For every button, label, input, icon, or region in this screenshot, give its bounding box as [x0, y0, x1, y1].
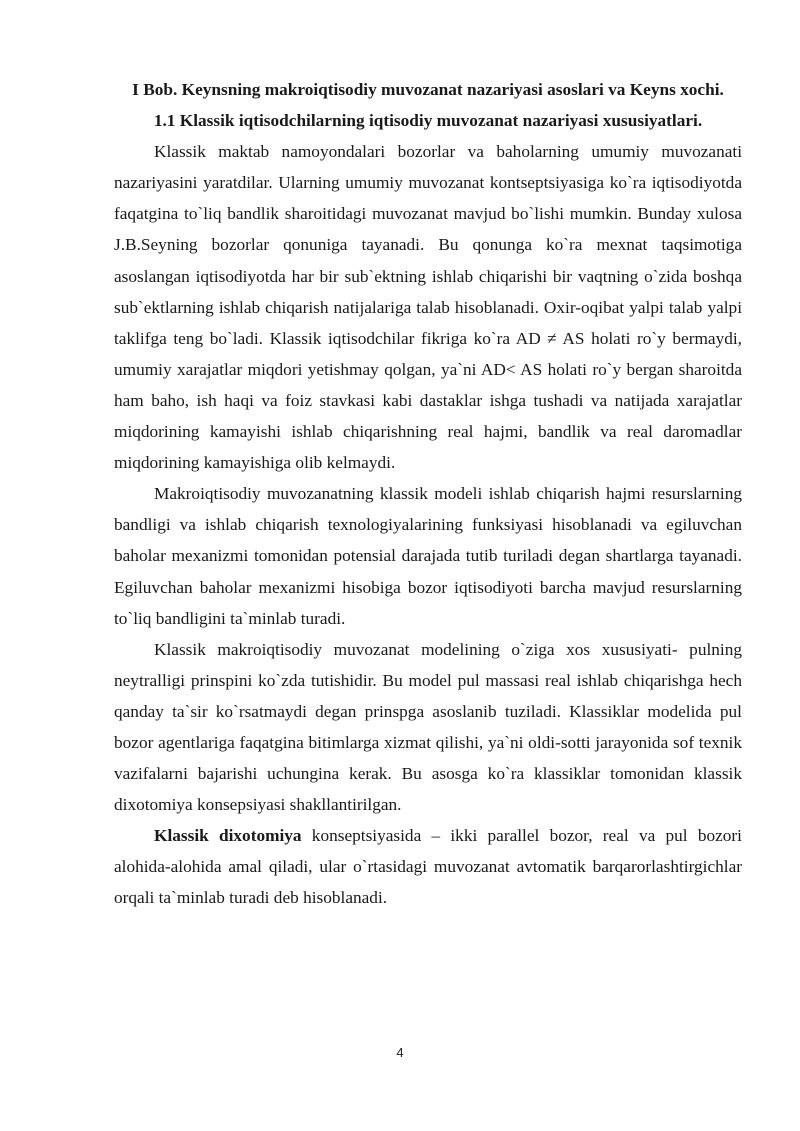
paragraph-1: Klassik maktab namoyondalari bozorlar va baholarning umumiy muvozanati nazariyasini yaratdilar. Ularning umumiy muvozanat kontseptsiyasiga ko`ra iqtisodiyotda faqatgina to`liq bandlik sharoitidagi muvozanat mavjud bo`lishi mumkin. Bunday xulosa J.B.Seyning bozorlar qonuniga tayanadi. Bu qonunga ko`ra mexnat taqsimotiga asoslangan iqtisodiyotda har bir sub`ektning ishlab chiqarishi bir vaqtning o`zida boshqa sub`ektlarning ishlab chiqarish natijalariga talab hisoblanadi. Oxir-oqibat yalpi talab yalpi taklifga teng bo`ladi. Klassik iqtisodchilar fikriga ko`ra AD ≠ AS holati ro`y bermaydi, umumiy xarajatlar miqdori yetishmay qolgan, ya`ni AD< AS holati ro`y bergan sharoitda ham baho, ish haqi va foiz stavkasi kabi dastaklar ishga tushadi va natijada xarajatlar miqdorining kamayishi ishlab chiqarishning real hajmi, bandlik va real daromadlar miqdorining kamayishiga olib kelmaydi.: [114, 142, 742, 473]
chapter-title: I Bob. Keynsning makroiqtisodiy muvozanat nazariyasi asoslari va Keyns xochi.: [132, 80, 724, 99]
paragraph-4-text: konseptsiyasida – ikki parallel bozor, real va pul bozori alohida-alohida amal qiladi, ular o`rtasidagi muvozanat avtomatik barqarorlashtirgichlar orqali ta`minlab turadi deb hisoblanadi.: [114, 826, 742, 908]
paragraph-4: [114, 820, 742, 913]
section-title: 1.1 Klassik iqtisodchilarning iqtisodiy muvozanat nazariyasi xususiyatlari.: [153, 111, 703, 131]
paragraph-2: Makroiqtisodiy muvozanatning klassik modeli ishlab chiqarish hajmi resurslarning bandligi va ishlab chiqarish texnologiyalarining funksiyasi hisoblanadi va egiluvchan baholar mexanizmi tomonidan potensial darajada tutib turiladi degan shartlarga tayanadi. Egiluvchan baholar mexanizmi hisobiga bozor iqtisodiyoti barcha mavjud resurslarning to`liq bandligini ta`minlab turadi.: [114, 484, 742, 628]
page-number: 4: [396, 1045, 404, 1060]
paragraph-3: Klassik makroiqtisodiy muvozanat modelining o`ziga xos xususiyati- pulning neytralligi prinspini ko`zda tutishidir. Bu model pul massasi real ishlab chiqarishga hech qanday ta`sir ko`rsatmaydi degan prinspga asoslanib tuziladi. Klassiklar modelida pul bozor agentlariga faqatgina bitimlarga xizmat qilishi, ya`ni oldi-sotti jarayonida sof texnik vazifalarni bajarishi uchungina kerak. Bu asosga ko`ra klassiklar tomonidan klassik dixotomiya konsepsiyasi shakllantirilgan.: [114, 639, 742, 815]
paragraph-4-bold-lead: Klassik dixotomiya: [154, 826, 302, 846]
page-content: [114, 74, 742, 914]
